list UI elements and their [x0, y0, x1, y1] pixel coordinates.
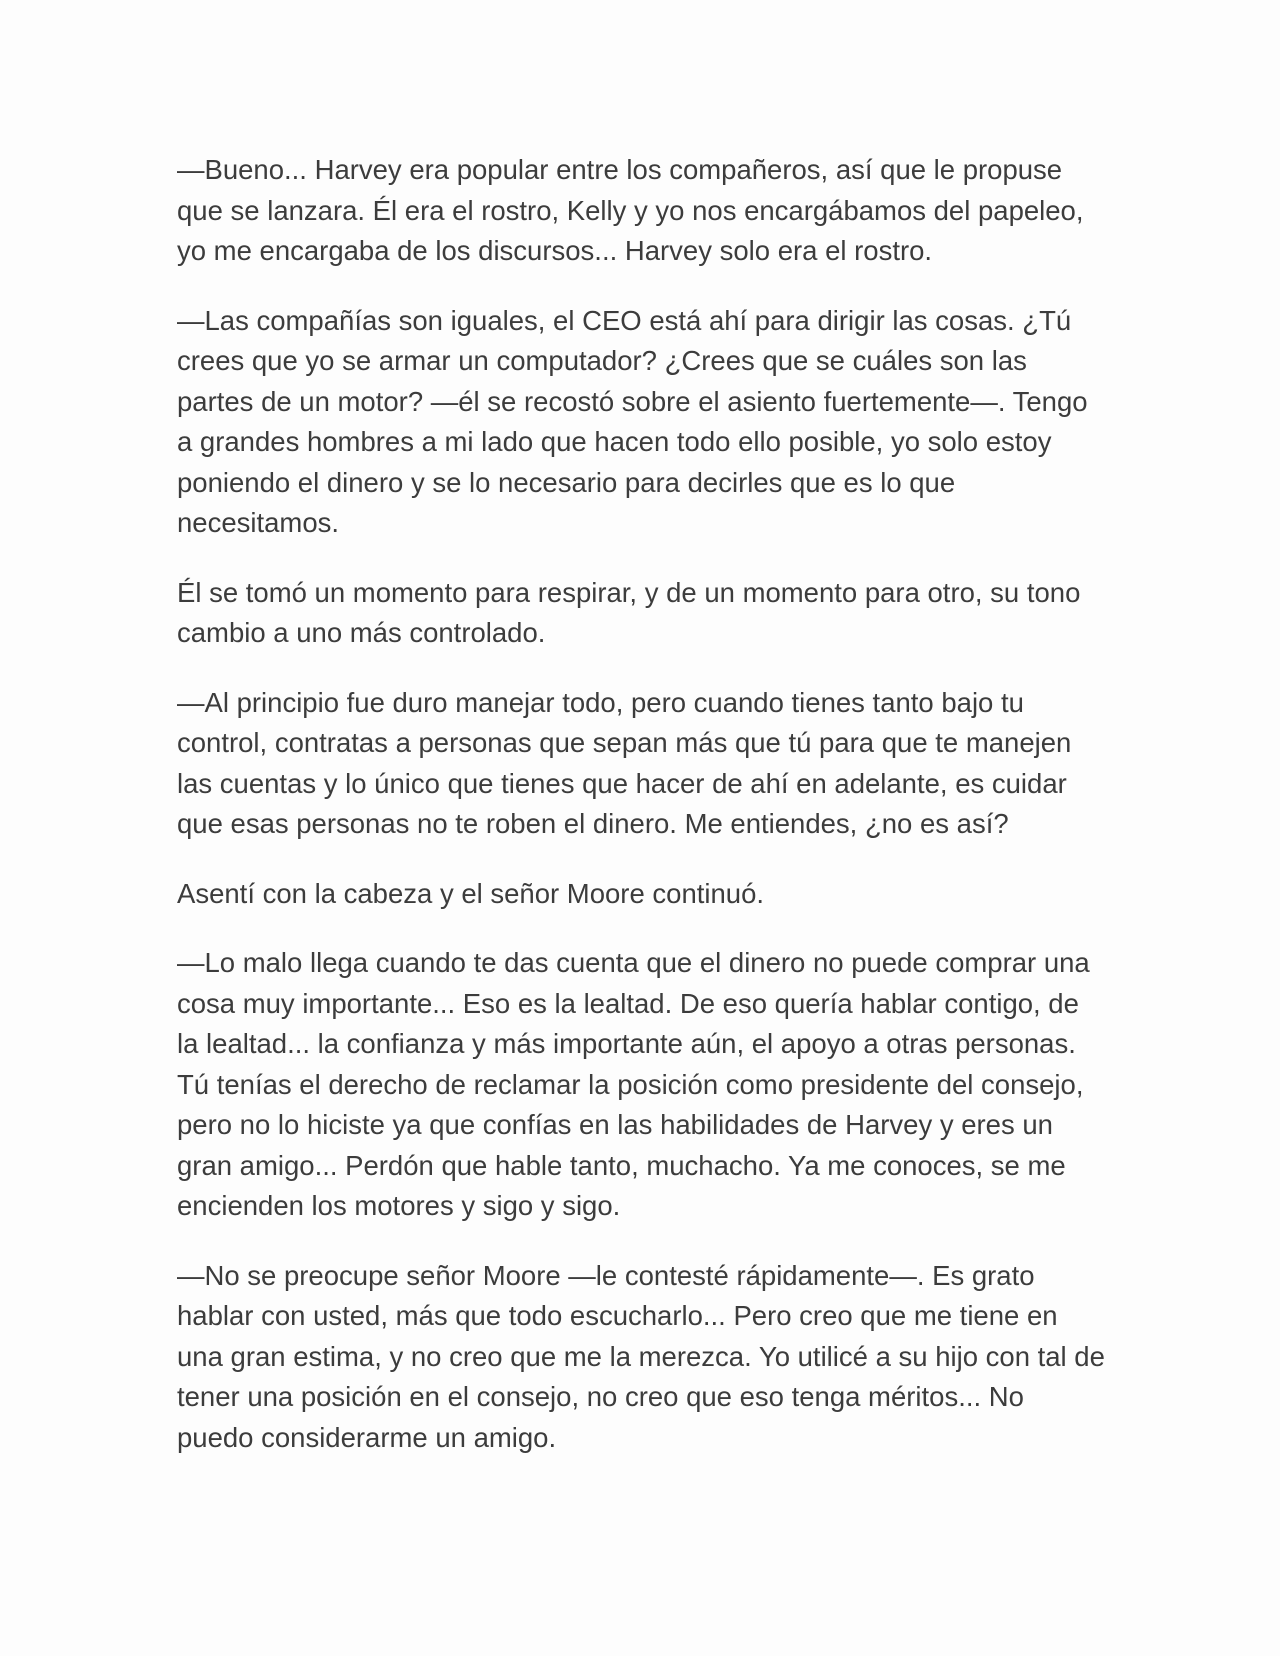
- paragraph: Él se tomó un momento para respirar, y de un momento para otro, su tono cambio a uno más controlado.: [177, 576, 1081, 648]
- paragraph: —Bueno... Harvey era popular entre los compañeros, así que le propuse que se lanzara. Él era el rostro, Kelly y yo nos encargábamos del papeleo, yo me encargaba de los discursos... Harvey solo era el rostro.: [177, 154, 1084, 266]
- paragraph: —Lo malo llega cuando te das cuenta que el dinero no puede comprar una cosa muy importante... Eso es la lealtad. De eso quería hablar contigo, de la lealtad... la confianza y más importante aún, el apoyo a otras personas. Tú tenías el derecho de reclamar la posición como presidente del consejo, pero no lo hiciste ya que confías en las habilidades de Harvey y eres un gran amigo... Perdón que hable tanto, muchacho. Ya me conoces, se me encienden los motores y sigo y sigo.: [177, 947, 1090, 1221]
- paragraph: —Al principio fue duro manejar todo, pero cuando tienes tanto bajo tu control, contratas a personas que sepan más que tú para que te manejen las cuentas y lo único que tienes que hacer de ahí en adelante, es cuidar que esas personas no te roben el dinero. Me entiendes, ¿no es así?: [177, 686, 1072, 839]
- paragraph: Asentí con la cabeza y el señor Moore continuó.: [177, 877, 765, 909]
- document-page: [177, 150, 1107, 1487]
- paragraph: —No se preocupe señor Moore —le contesté rápidamente—. Es grato hablar con usted, más que todo escucharlo... Pero creo que me tiene en una gran estima, y no creo que me la merezca. Yo utilicé a su hijo con tal de tener una posición en el consejo, no creo que eso tenga méritos... No puedo considerarme un amigo.: [177, 1259, 1105, 1453]
- paragraph: —Las compañías son iguales, el CEO está ahí para dirigir las cosas. ¿Tú crees que yo se armar un computador? ¿Crees que se cuáles son las partes de un motor? —él se recostó sobre el asiento fuertemente—. Tengo a grandes hombres a mi lado que hacen todo ello posible, yo solo estoy poniendo el dinero y se lo necesario para decirles que es lo que necesitamos.: [177, 304, 1088, 538]
